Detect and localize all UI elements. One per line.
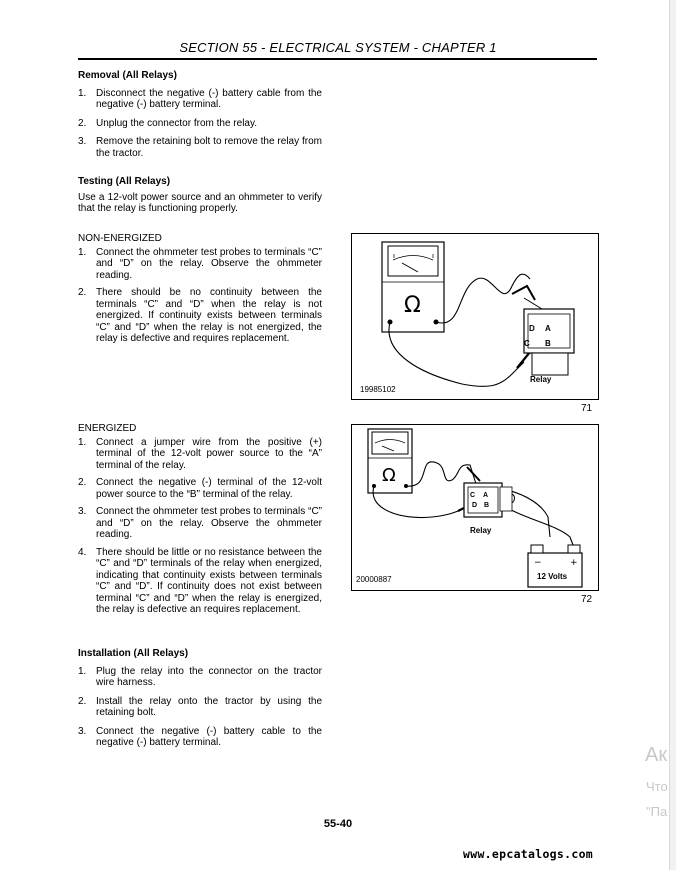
item-text: Connect the ohmmeter test probes to terminals “C” and “D” on the relay. Observe the ohmmeter reading. — [96, 246, 322, 281]
figure-energized — [351, 424, 599, 591]
item-text: Install the relay onto the tractor by using the retaining bolt. — [96, 695, 322, 718]
item-number: 2. — [78, 287, 87, 298]
item-text: Connect the ohmmeter test probes to terminals “C” and “D” on the relay. Observe the ohmmeter reading. — [96, 506, 322, 540]
item-number: 2. — [78, 117, 87, 129]
item-text: Unplug the connector from the relay. — [96, 117, 258, 129]
installation-heading: Installation (All Relays) — [78, 648, 189, 659]
terminal-b-label: B — [484, 502, 490, 509]
battery-positive-icon: + — [570, 558, 578, 568]
item-text: Connect the negative (-) battery cable to the negative (-) battery terminal. — [96, 725, 322, 748]
item-text: There should be little or no resistance between the “C” and “D” terminals of the relay when energized, indicating that continuity exists between terminals “C” and “D”. If continuity does not exist between terminal “C” and “D” when the relay is energized, the relay is defective an requires replacement. — [96, 546, 322, 615]
figure-number: 71 — [581, 403, 593, 414]
item-text: There should be no continuity between the terminals “C” and “D” when the relay is not energized. If continuity exists between terminals “C” and “D” when the relay is not energized, the relay is defective and requires replacement. — [96, 287, 322, 344]
list-item — [78, 666, 322, 689]
non-energized-heading: NON-ENERGIZED — [78, 233, 162, 244]
testing-intro: Use a 12-volt power source and an ohmmeter to verify that the relay is functioning properly. — [78, 191, 322, 214]
item-number: 1. — [78, 246, 87, 258]
list-item — [78, 726, 322, 749]
relay-label: Relay — [530, 375, 552, 384]
installation-section — [78, 648, 322, 749]
item-number: 1. — [78, 665, 87, 677]
battery-negative-icon: − — [534, 558, 542, 568]
watermark-line-2: Что — [646, 779, 668, 794]
list-item — [78, 247, 322, 282]
terminal-c-label: C — [524, 339, 530, 348]
website-link[interactable]: www.epcatalogs.com — [463, 847, 594, 861]
energized-section — [78, 423, 322, 616]
list-item — [78, 477, 322, 500]
terminal-a-label: A — [545, 324, 551, 333]
testing-section — [78, 176, 322, 215]
terminal-c-label: C — [470, 492, 476, 499]
item-number: 2. — [78, 695, 87, 707]
terminal-d-label: D — [529, 324, 535, 333]
item-number: 4. — [78, 546, 87, 558]
relay-label: Relay — [470, 526, 492, 535]
omega-symbol: Ω — [382, 465, 396, 486]
item-text: Plug the relay into the connector on the tractor wire harness. — [96, 665, 322, 688]
item-text: Disconnect the negative (-) battery cable from the negative (-) battery terminal. — [96, 87, 322, 110]
section-header: SECTION 55 - ELECTRICAL SYSTEM - CHAPTER 1 — [179, 40, 497, 55]
ohmmeter-relay-diagram — [352, 234, 598, 399]
watermark-line-1: Ак — [645, 744, 668, 766]
list-item — [78, 118, 322, 130]
list-item — [78, 287, 322, 345]
battery-label: 12 Volts — [537, 572, 568, 581]
watermark-line-3: "Па — [646, 804, 668, 819]
list-item — [78, 88, 322, 111]
item-text: Connect a jumper wire from the positive (+) terminal of the 12-volt power source to the “A” terminal of the relay. — [96, 436, 322, 471]
item-number: 2. — [78, 477, 87, 488]
energized-heading: ENERGIZED — [78, 423, 137, 434]
ohmmeter-relay-battery-diagram — [352, 425, 598, 590]
list-item — [78, 136, 322, 159]
item-number: 3. — [78, 506, 87, 517]
testing-heading: Testing (All Relays) — [78, 176, 171, 187]
terminal-a-label: A — [483, 492, 489, 499]
terminal-b-label: B — [545, 339, 551, 348]
non-energized-section — [78, 233, 322, 345]
terminal-d-label: D — [472, 502, 478, 509]
list-item — [78, 696, 322, 719]
item-number: 3. — [78, 725, 87, 737]
header-rule — [78, 58, 597, 60]
removal-heading: Removal (All Relays) — [78, 70, 177, 81]
item-number: 1. — [78, 436, 87, 448]
removal-section — [78, 70, 322, 159]
figure-id: 20000887 — [356, 575, 392, 584]
item-text: Connect the negative (-) terminal of the 12-volt power source to the “B” terminal of the relay. — [96, 477, 322, 500]
omega-symbol: Ω — [404, 293, 421, 318]
figure-non-energized — [351, 233, 599, 400]
item-text: Remove the retaining bolt to remove the relay from the tractor. — [96, 136, 322, 159]
list-item — [78, 437, 322, 472]
page-number: 55-40 — [323, 818, 353, 830]
item-number: 1. — [78, 87, 87, 99]
list-item — [78, 547, 322, 616]
list-item — [78, 506, 322, 541]
figure-id: 19985102 — [360, 385, 396, 394]
page-edge — [669, 0, 676, 870]
figure-number: 72 — [581, 594, 593, 605]
item-number: 3. — [78, 136, 87, 147]
